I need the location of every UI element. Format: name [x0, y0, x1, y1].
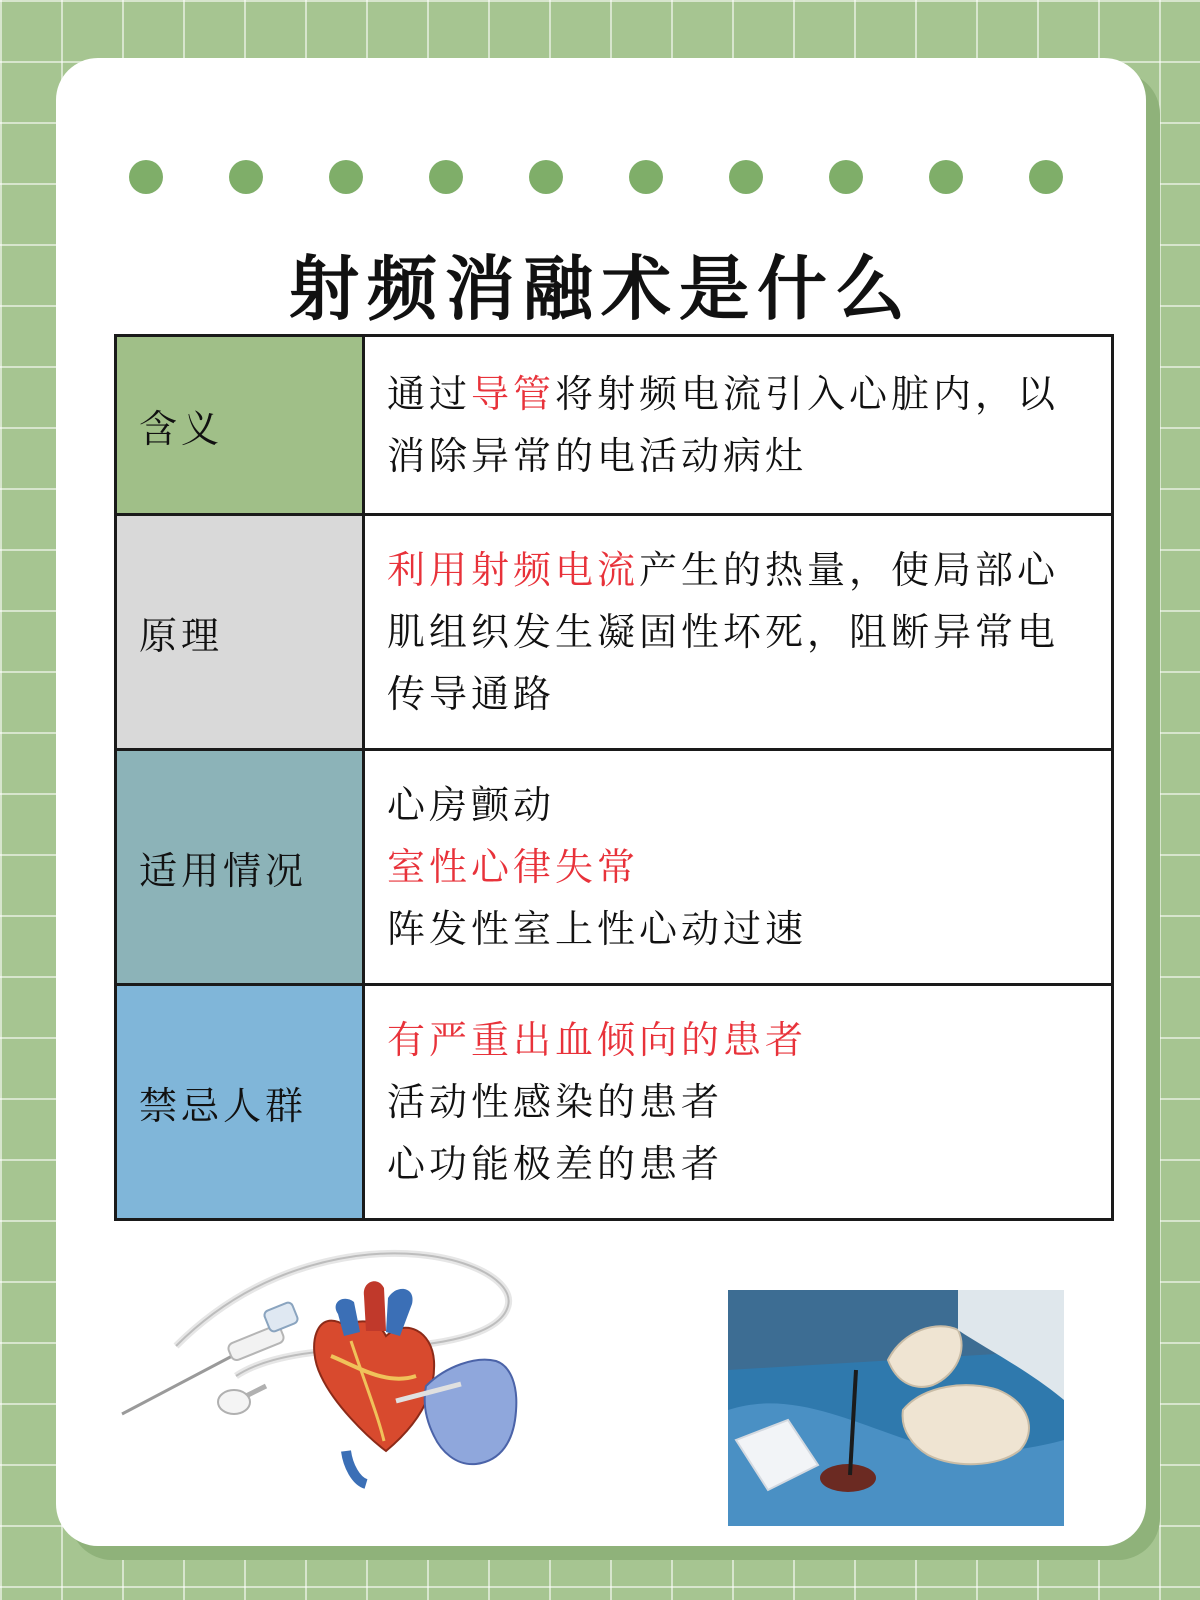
table-row [116, 985, 1113, 1220]
table-row [116, 515, 1113, 750]
content-line: 传导通路 [387, 672, 556, 716]
list-item: 阵发性室上性心动过速 [387, 907, 808, 951]
heart-icon [314, 1281, 434, 1484]
content-line: 肌组织发生凝固性坏死，阻断异常电 [387, 610, 1060, 654]
binder-dot [529, 160, 563, 194]
table-row [116, 336, 1113, 515]
content-line: 消除异常的电活动病灶 [387, 434, 808, 478]
row-label-indications: 适用情况 [116, 750, 364, 985]
list-item: 活动性感染的患者 [387, 1080, 724, 1124]
binder-dot [229, 160, 263, 194]
row-content-contraindications [364, 985, 1113, 1220]
row-content-indications [364, 750, 1113, 985]
highlight-text: 导管 [471, 372, 556, 416]
content-card [56, 58, 1146, 1546]
binder-dot [129, 160, 163, 194]
row-content-meaning [364, 336, 1113, 515]
text-span: 通过 [387, 372, 472, 416]
text-span: 将射频电流引入心脏内，以 [555, 372, 1060, 416]
binder-dots [56, 160, 1146, 194]
binder-dot [429, 160, 463, 194]
catheter-heart-illustration [116, 1236, 536, 1491]
row-label-contraindications: 禁忌人群 [116, 985, 364, 1220]
row-label-principle: 原理 [116, 515, 364, 750]
content-line [387, 363, 1093, 425]
binder-dot [629, 160, 663, 194]
highlight-text: 利用射频电流 [387, 548, 640, 592]
binder-dot [329, 160, 363, 194]
surgery-photo [728, 1290, 1064, 1526]
content-line [387, 539, 1093, 601]
list-item-highlight: 有严重出血倾向的患者 [387, 1018, 808, 1062]
list-item-highlight: 室性心律失常 [387, 845, 640, 889]
row-label-meaning: 含义 [116, 336, 364, 515]
binder-dot [729, 160, 763, 194]
list-item: 心功能极差的患者 [387, 1142, 724, 1186]
binder-dot [829, 160, 863, 194]
list-item: 心房颤动 [387, 783, 556, 827]
row-content-principle [364, 515, 1113, 750]
table-row [116, 750, 1113, 985]
binder-dot [1029, 160, 1063, 194]
info-table [114, 334, 1114, 1221]
binder-dot [929, 160, 963, 194]
text-span: 产生的热量，使局部心 [639, 548, 1060, 592]
page-title: 射频消融术是什么 [289, 248, 913, 330]
